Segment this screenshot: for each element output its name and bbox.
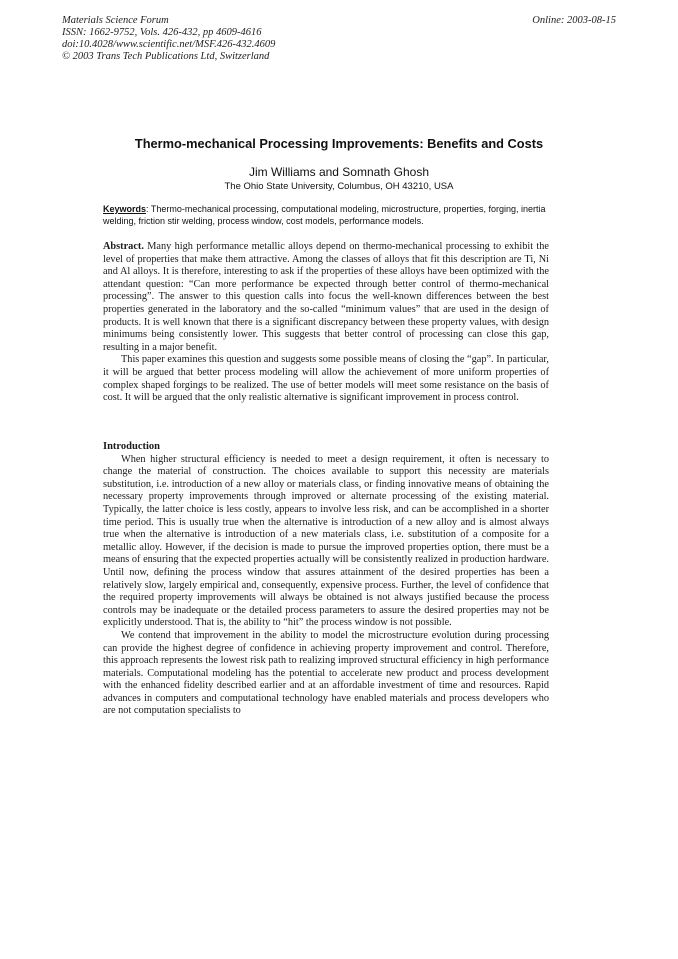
keywords-label: Keywords xyxy=(103,204,147,214)
abstract-paragraph-1-text: Many high performance metallic alloys depend on thermo-mechanical processing to exhibit the level of properties that make them attractive. Among the classes of alloys that fit this description are Ti, Ni and Al alloys. It is therefore, interesting to ask if the properties of these alloys have been optimized with the attendant question: “Can more performance be expected through better control of thermo-mechanical processing”. The answer to this question calls into focus the well-known differences between the best properties generated in the laboratory and the so-called “minimum values” that are used in the design of products. It is well known that there is a significant discrepancy between these property values, with design minimums being consistently lower. This suggests that better control of processing can close this gap, resulting in a major benefit. xyxy=(103,241,549,353)
keywords-block xyxy=(103,203,549,227)
introduction-paragraph-2: We contend that improvement in the ability to model the microstructure evolution during processing can provide the highest degree of confidence in achieving property improvement and control. Therefore, this approach represents the lowest risk path to realizing improved structural efficiency in high performance materials. Computational modeling has the potential to accelerate new product and process development with the enhanced fidelity described earlier and at an affordable investment of time and resources. Rapid advances in computers and computational technology have enabled materials and process developers who are not computation specialists to xyxy=(103,629,549,717)
introduction-heading: Introduction xyxy=(103,441,160,452)
abstract-section xyxy=(103,241,549,405)
paper-title: Thermo-mechanical Processing Improvements: Benefits and Costs xyxy=(134,136,544,151)
online-date: Online: 2003-08-15 xyxy=(532,15,616,26)
paper-authors: Jim Williams and Somnath Ghosh xyxy=(248,165,430,179)
journal-name: Materials Science Forum xyxy=(62,15,169,26)
keywords-text: : Thermo-mechanical processing, computational modeling, microstructure, properties, forging, inertia welding, friction stir welding, process window, cost models, performance models. xyxy=(103,204,546,226)
abstract-paragraph-1 xyxy=(103,241,549,354)
introduction-section xyxy=(103,441,549,718)
abstract-label: Abstract. xyxy=(103,241,144,252)
issn-line: ISSN: 1662-9752, Vols. 426-432, pp 4609-4616 xyxy=(62,27,262,38)
journal-masthead xyxy=(62,15,275,63)
author-affiliation: The Ohio State University, Columbus, OH 43210, USA xyxy=(224,181,454,192)
copyright-line: © 2003 Trans Tech Publications Ltd, Switzerland xyxy=(62,51,270,62)
introduction-paragraph-1: When higher structural efficiency is needed to meet a design requirement, it often is necessary to change the material of construction. The choices available to support this necessity are materials substitution, i.e. introduction of a new alloy or materials class, or finding innovative means of obtaining the necessary property improvements through improved or alternate processing of the existing material. Typically, the latter choice is less costly, appears to involve less risk, and can be accomplished in a shorter time period. This is usually true when the alternative is introduction of a new alloy and is almost always true when the alternative is introduction of a new materials class, i.e. substitution of a composite for a metallic alloy. However, if the decision is made to pursue the improved properties option, there must be a means of ensuring that the expected properties actually will be consistently realized in production hardware. Until now, defining the process window that assures attainment of the desired properties has been a relatively slow, largely empirical and, consequently, expensive process. Further, the level of confidence that the required property improvements will always be obtained is not always justified because the process controls may be inadequate or the detailed process parameters to assure the desired properties may not be explicitly understood. That is, the ability to “hit” the process window is not possible. xyxy=(103,453,549,629)
doi-line: doi:10.4028/www.scientific.net/MSF.426-432.4609 xyxy=(62,39,276,50)
abstract-paragraph-2: This paper examines this question and suggests some possible means of closing the “gap”. In particular, it will be argued that better process modeling will allow the achievement of more uniform properties of complex shaped forgings to be realized. The use of better models will meet some resistance on the basis of cost. It will be argued that the only realistic alternative is significant improvement in process control. xyxy=(103,354,549,404)
